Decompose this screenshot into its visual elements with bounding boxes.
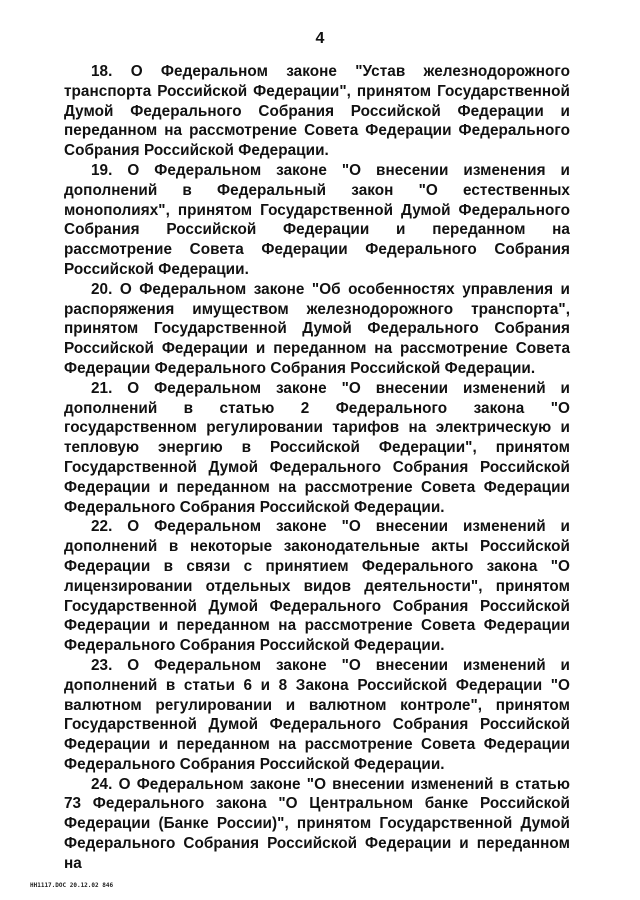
document-footer-code: НН1117.DOC 20.12.02 846	[30, 882, 114, 889]
agenda-item-19: 19. О Федеральном законе "О внесении изменения и дополнений в Федеральный закон "О естественных монополиях", принятом Государственной Думой Федерального Собрания Российской Федерации и переданном на рассмотрение Совета Федерации Федерального Собрания Российской Федерации.	[64, 161, 570, 278]
agenda-item-22: 22. О Федеральном законе "О внесении изменений и дополнений в некоторые законодательные акты Российской Федерации в связи с принятием Федерального закона "О лицензировании отдельных видов деятельности", принятом Государственной Думой Федерального Собрания Российской Федерации и переданном на рассмотрение Совета Федерации Федерального Собрания Российской Федерации.	[64, 518, 570, 655]
document-body	[64, 62, 570, 874]
agenda-item-21: 21. О Федеральном законе "О внесении изменений и дополнений в статью 2 Федерального закона "О государственном регулировании тарифов на электрическую и тепловую энергию в Российской Федерации", принятом Государственной Думой Федерального Собрания Российской Федерации и переданном на рассмотрение Совета Федерации Федерального Собрания Российской Федерации.	[64, 379, 570, 516]
page-number: 4	[315, 30, 325, 47]
agenda-item-23: 23. О Федеральном законе "О внесении изменений и дополнений в статьи 6 и 8 Закона Российской Федерации "О валютном регулировании и валютном контроле", принятом Государственной Думой Федерального Собрания Российской Федерации и переданном на рассмотрение Совета Федерации Федерального Собрания Российской Федерации.	[64, 656, 570, 773]
agenda-item-24: 24. О Федеральном законе "О внесении изменений в статью 73 Федерального закона "О Центральном банке Российской Федерации (Банке России)", принятом Государственной Думой Федерального Собрания Российской Федерации и переданном на	[64, 775, 570, 872]
agenda-item-18: 18. О Федеральном законе "Устав железнодорожного транспорта Российской Федерации", принятом Государственной Думой Федерального Собрания Российской Федерации и переданном на рассмотрение Совета Федерации Федерального Собрания Российской Федерации.	[64, 63, 570, 160]
agenda-item-20: 20. О Федеральном законе "Об особенностях управления и распоряжения имуществом железнодорожного транспорта", принятом Государственной Думой Федерального Собрания Российской Федерации и переданном на рассмотрение Совета Федерации Федерального Собрания Российской Федерации.	[64, 280, 570, 377]
